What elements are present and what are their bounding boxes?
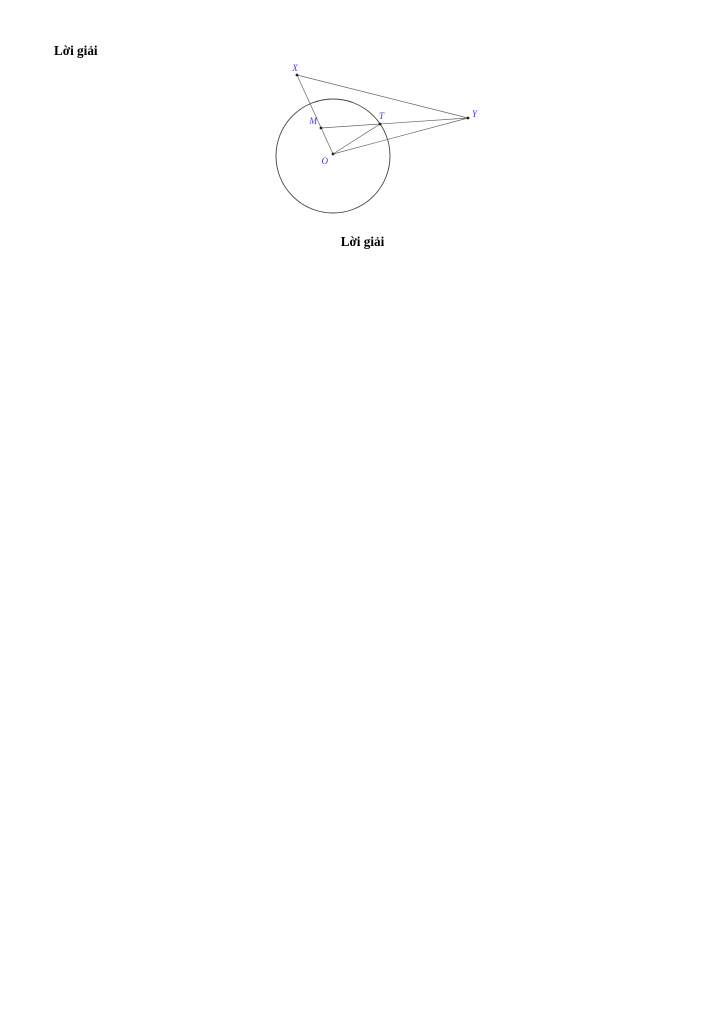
label-T: T xyxy=(379,111,385,121)
solution-heading-1: Lời giải xyxy=(54,43,98,58)
segment-OY xyxy=(333,118,468,154)
label-X: X xyxy=(292,63,298,73)
point-X xyxy=(296,74,299,77)
segment-MY xyxy=(321,118,468,128)
circle-O xyxy=(276,99,390,213)
label-O: O xyxy=(321,156,328,166)
diagram-svg xyxy=(54,61,671,226)
segment-OT xyxy=(333,124,380,154)
point-O xyxy=(332,153,335,156)
point-T xyxy=(379,123,382,126)
label-M: M xyxy=(309,116,317,126)
segment-XO xyxy=(297,75,333,154)
document-page xyxy=(0,0,725,250)
solution-heading-2: Lời giải xyxy=(340,234,385,249)
point-M xyxy=(320,127,323,130)
point-Y xyxy=(467,117,470,120)
geometry-diagram xyxy=(54,61,671,226)
label-Y: Y xyxy=(472,109,478,119)
